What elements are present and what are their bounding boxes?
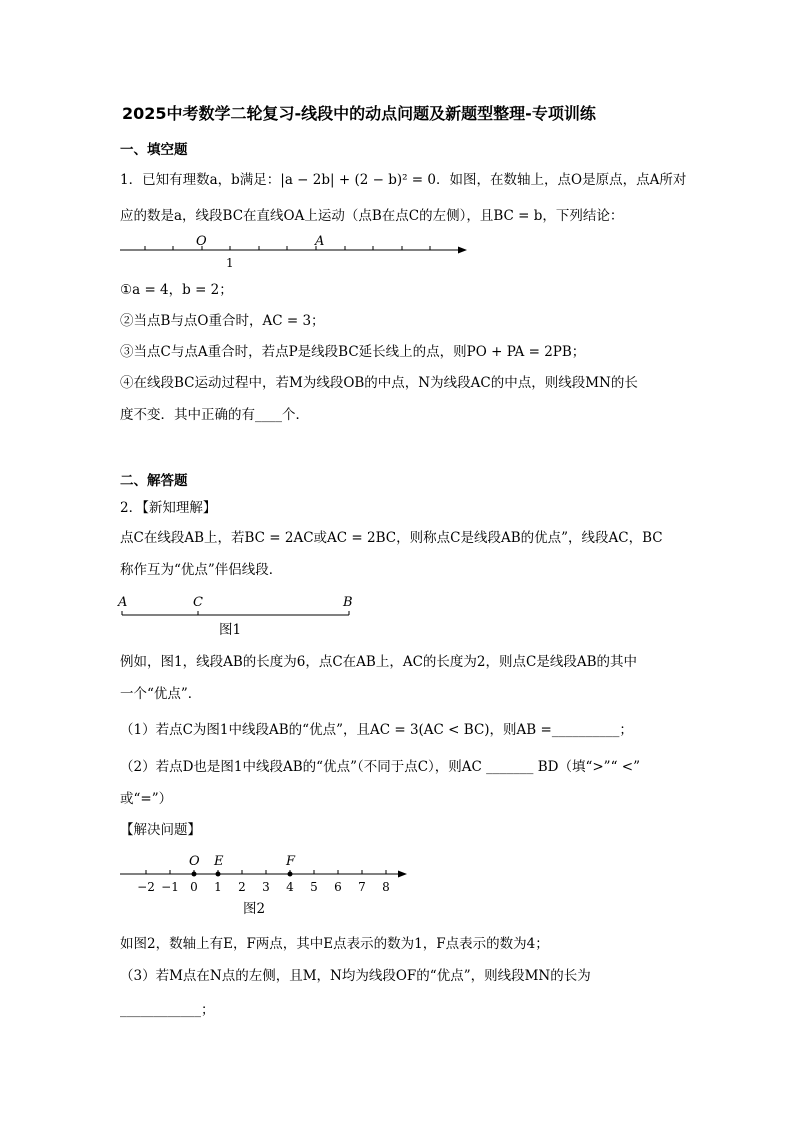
fig2-tick-label: 1 [214,880,222,894]
q2-sub-1: （1）若点C为图1中线段AB的“优点”，且AC = 3(AC < BC)，则AB =__________； [120,722,633,738]
fig2-tick-label: 0 [190,880,198,894]
section-heading-answer: 二、解答题 [120,473,188,489]
fig2-tick-label: 5 [310,880,318,894]
fig1-label-a: A [118,595,128,610]
fig2-label-e: E [214,854,224,869]
fig2-tick-label: 6 [334,880,342,894]
q1-statement-1: ①a = 4，b = 2； [120,282,233,298]
point-f-dot [288,872,293,877]
fig2-tick-label: 7 [358,880,366,894]
q2-example-2: 一个“优点”． [120,686,202,702]
fig2-tick-label: 2 [238,880,246,894]
q2-example-1: 例如，图1，线段AB的长度为6，点C在AB上，AC的长度为2，则点C是线段AB的其中 [120,654,638,670]
q2-definition-1: 点C在线段AB上，若BC = 2AC或AC = 2BC，则称点C是线段AB的优点”，线段AC，BC [120,530,663,546]
fig1-caption: 图1 [219,622,242,638]
fig1-label-c: C [193,595,203,610]
fig2-tick-label: 4 [286,880,294,894]
fig2-caption: 图2 [243,901,266,917]
q1-number-line [115,232,475,272]
figure-2-number-line [115,850,415,895]
q1-line2: 应的数是a，线段BC在直线OA上运动（点B在点C的左侧），且BC = b，下列结论： [120,208,624,224]
fig2-tick-label: −2 [137,880,155,894]
page-title: 2025中考数学二轮复习-线段中的动点问题及新题型整理-专项训练 [122,104,596,123]
q2-problem-text: 如图2，数轴上有E，F两点，其中E点表示的数为1，F点表示的数为4； [120,936,549,952]
section-heading-fill-blank: 一、填空题 [120,142,188,158]
fig2-tick-label: 8 [382,880,390,894]
q2-sub-2a: （2）若点D也是图1中线段AB的“优点”（不同于点C），则AC _______ BD（填“>”“ <” [120,759,640,775]
point-o-dot [192,872,197,877]
q2-sub-2b: 或“=”） [120,791,173,807]
axis-label-o: O [196,234,207,249]
fig2-tick-label: 3 [262,880,270,894]
q2-heading: 2．【新知理解】 [120,500,217,516]
q1-statement-4b: 度不变．其中正确的有____个． [120,407,309,423]
fig2-tick-label: −1 [161,880,179,894]
fig1-label-b: B [343,595,353,610]
fig2-label-f: F [286,854,296,869]
q1-statement-3: ③当点C与点A重合时，若点P是线段BC延长线上的点，则PO + PA = 2PB； [120,344,586,360]
q2-definition-2: 称作互为“优点”伴侣线段． [120,562,283,578]
axis-label-1: 1 [226,256,234,270]
q1-statement-2: ②当点B与点O重合时，AC = 3； [120,313,325,329]
q1-statement-4a: ④在线段BC运动过程中，若M为线段OB的中点，N为线段AC的中点，则线段MN的长 [120,375,638,391]
fig2-label-o: O [189,854,200,869]
q2-sub-3b: ____________； [120,1002,215,1018]
q2-sub-3a: （3）若M点在N点的左侧，且M，N均为线段OF的“优点”，则线段MN的长为 [120,968,591,984]
axis-label-a: A [315,234,325,249]
q2-heading-2: 【解决问题】 [120,822,201,838]
point-e-dot [216,872,221,877]
q1-line1: 1．已知有理数a，b满足：|a − 2b| + (2 − b)² = 0．如图，在数轴上，点O是原点，点A所对 [120,172,687,188]
